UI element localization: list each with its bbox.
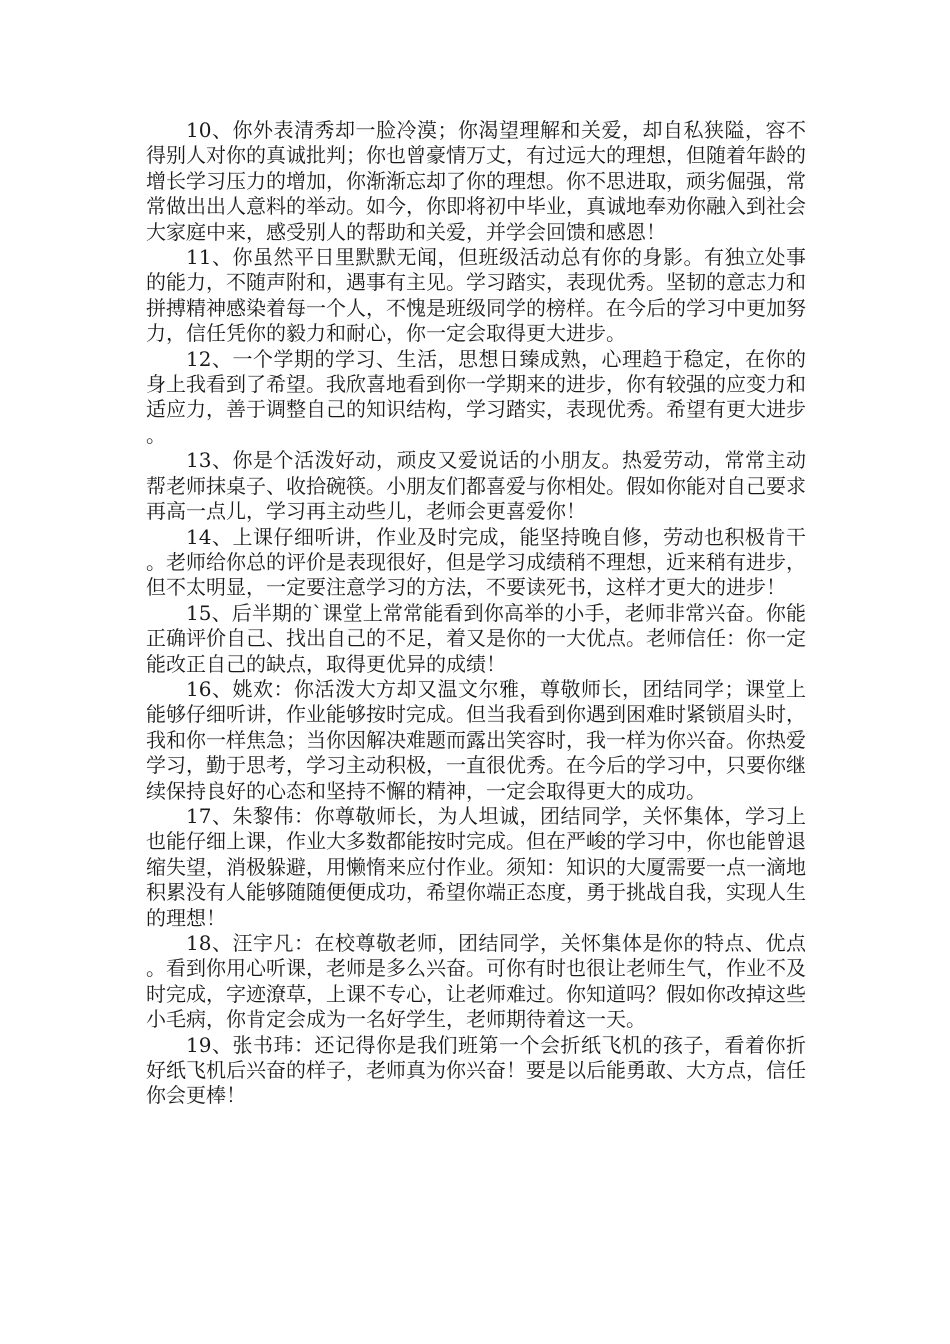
comment-paragraph-17: 17、朱黎伟：你尊敬师长，为人坦诚，团结同学，关怀集体，学习上也能仔细上课，作业大多数都能按时完成。但在严峻的学习中，你也能曾退缩失望，消极躲避，用懒惰来应付作业。须知：知识的大厦需要一点一滴地积累没有人能够随随便便成功，希望你端正态度，勇于挑战自我，实现人生的理想！	[146, 803, 806, 930]
comment-paragraph-19: 19、张书玮：还记得你是我们班第一个会折纸飞机的孩子，看着你折好纸飞机后兴奋的样子，老师真为你兴奋！要是以后能勇敢、大方点，信任你会更棒！	[146, 1032, 806, 1108]
comment-paragraph-16: 16、姚欢：你活泼大方却又温文尔雅，尊敬师长，团结同学；课堂上能够仔细听讲，作业能够按时完成。但当我看到你遇到困难时紧锁眉头时，我和你一样焦急；当你因解决难题而露出笑容时，我一样为你兴奋。你热爱学习，勤于思考，学习主动积极，一直很优秀。在今后的学习中，只要你继续保持良好的心态和坚持不懈的精神，一定会取得更大的成功。	[146, 676, 806, 803]
comment-paragraph-14: 14、上课仔细听讲，作业及时完成，能坚持晚自修，劳动也积极肯干。老师给你总的评价是表现很好，但是学习成绩稍不理想，近来稍有进步，但不太明显，一定要注意学习的方法，不要读死书，这样才更大的进步！	[146, 524, 806, 600]
comment-paragraph-10: 10、你外表清秀却一脸冷漠；你渴望理解和关爱，却自私狭隘，容不得别人对你的真诚批判；你也曾豪情万丈，有过远大的理想，但随着年龄的增长学习压力的增加，你渐渐忘却了你的理想。你不思进取，顽劣倔强，常常做出出人意料的举动。如今，你即将初中毕业，真诚地奉劝你融入到社会大家庭中来，感受别人的帮助和关爱，并学会回馈和感恩！	[146, 118, 806, 244]
comment-paragraph-13: 13、你是个活泼好动，顽皮又爱说话的小朋友。热爱劳动，常常主动帮老师抹桌子、收拾碗筷。小朋友们都喜爱与你相处。假如你能对自己要求再高一点儿，学习再主动些儿，老师会更喜爱你！	[146, 448, 806, 524]
document-page	[146, 118, 806, 1109]
comment-paragraph-11: 11、你虽然平日里默默无闻，但班级活动总有你的身影。有独立处事的能力，不随声附和，遇事有主见。学习踏实，表现优秀。坚韧的意志力和拼搏精神感染着每一个人，不愧是班级同学的榜样。在今后的学习中更加努力，信任凭你的毅力和耐心，你一定会取得更大进步。	[146, 245, 806, 346]
comment-paragraph-18: 18、汪宇凡：在校尊敬老师，团结同学，关怀集体是你的特点、优点。看到你用心听课，老师是多么兴奋。可你有时也很让老师生气，作业不及时完成，字迹潦草，上课不专心，让老师难过。你知道吗？假如你改掉这些小毛病，你肯定会成为一名好学生，老师期待着这一天。	[146, 931, 806, 1032]
comment-paragraph-15: 15、后半期的`课堂上常常能看到你高举的小手，老师非常兴奋。你能正确评价自己、找出自己的不足，着又是你的一大优点。老师信任：你一定能改正自己的缺点，取得更优异的成绩！	[146, 600, 806, 676]
comment-paragraph-12: 12、一个学期的学习、生活，思想日臻成熟，心理趋于稳定，在你的身上我看到了希望。我欣喜地看到你一学期来的进步，你有较强的应变力和适应力，善于调整自己的知识结构，学习踏实，表现优秀。希望有更大进步。	[146, 346, 806, 447]
